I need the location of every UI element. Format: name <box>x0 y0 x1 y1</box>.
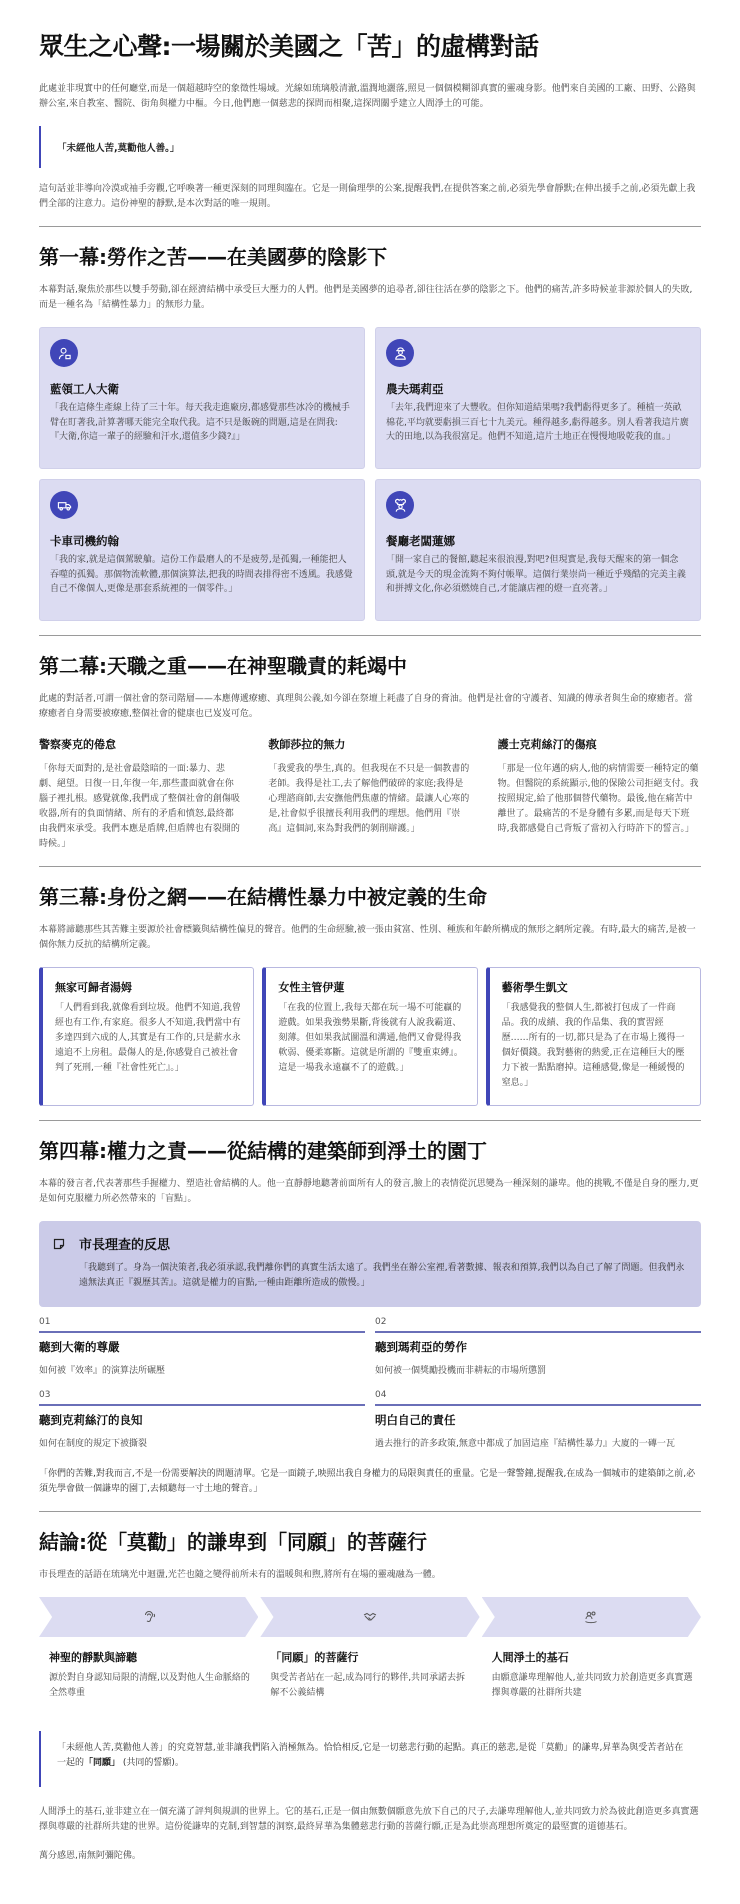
persona-name: 卡車司機約翰 <box>50 534 119 548</box>
persona-quote: 「人們看到我,就像看到垃圾。他們不知道,我曾經也有工作,有家庭。很多人不知道,我們當中有多達四到六成的人,其實是有工作的,只是薪水永遠追不上房租。最傷人的是,你感覺自己被社會判了死刑,一種『社會性死亡』。」 <box>55 1003 241 1073</box>
persona-quote: 「我感覺我的整個人生,都被打包成了一件商品。我的成績、我的作品集、我的實習經歷……所有的一切,都只是為了在市場上獲得一個好價錢。我對藝術的熱愛,正在這種巨大的壓力下被一點點磨掉。這種感覺,像是一種緩慢的窒息。」 <box>501 1003 685 1088</box>
persona-quote: 「去年,我們迎來了大豐收。但你知道結果嗎?我們虧得更多了。種植一英畝棉花,平均就要虧損三百七十九美元。種得越多,虧得越多。別人看著我這片廣大的田地,以為我很富足。他們不知道,這片土地正在慢慢地吸乾我的血。」 <box>386 403 689 442</box>
persona-column <box>498 736 701 852</box>
stage-item <box>39 1597 258 1701</box>
worker-icon <box>50 339 78 367</box>
realization-steps <box>39 1317 701 1449</box>
act3-section <box>39 883 701 1106</box>
signoff: 萬分感恩,南無阿彌陀佛。 <box>39 1851 141 1861</box>
persona-quote: 「你每天面對的,是社會最陰暗的一面:暴力、悲劇、絕望。日復一日,年復一年,那些畫面就會在你腦子裡扎根。感覺就像,我們成了整個社會的創傷吸收器,所有的負面情緒、所有的矛盾和憤怒,最終都由我們來承受。我們本應是盾牌,但盾牌也有裂開的時候。」 <box>39 764 240 849</box>
stage-item <box>482 1597 701 1701</box>
conclusion-quote: 「未經他人苦,莫勸他人善」的究竟智慧,並非讓我們陷入消極無為。恰恰相反,它是一切慈悲行動的起點。真正的慈悲,是從「莫勸」的謙卑,昇華為與受苦者站在一起的「同願」 (共同的誓願)。 <box>57 1743 684 1768</box>
persona-card <box>262 967 477 1106</box>
divider <box>39 1120 701 1121</box>
stage-desc: 由願意謙卑理解他人,並共同致力於創造更多真實選擇與尊嚴的社群所共建 <box>491 1673 693 1698</box>
persona-quote: 「我的家,就是這個駕駛艙。這份工作最磨人的不是疲勞,是孤獨,一種能把人吞噬的孤獨。那個物流軟體,那個演算法,把我的時間表排得密不透風。我感覺自己不像個人,更像是那套系統裡的一個零件。」 <box>50 555 353 594</box>
act4-heading: 第四幕:權力之責——從結構的建築師到淨土的園丁 <box>39 1139 487 1163</box>
persona-quote: 「在我的位置上,我每天都在玩一場不可能贏的遊戲。如果我強勢果斷,背後就有人說我霸道、刻薄。但如果我試圖溫和溝通,他們又會覺得我軟弱、優柔寡斷。這就是所謂的『雙重束縛』。這是一場我永遠贏不了的遊戲。」 <box>278 1003 463 1073</box>
act1-intro: 本幕對話,聚焦於那些以雙手勞動,卻在經濟結構中承受巨大壓力的人們。他們是美國夢的追尋者,卻往往活在夢的陰影之下。他們的痛苦,許多時候並非源於個人的失敗,而是一種名為「結構性暴力」的無形力量。 <box>39 285 693 310</box>
step-item <box>39 1317 365 1376</box>
mayor-header <box>53 1234 687 1253</box>
stage-title: 神聖的靜默與諦聽 <box>49 1651 137 1664</box>
truck-icon <box>50 491 78 519</box>
persona-column <box>268 736 471 852</box>
ear-icon <box>141 1609 157 1625</box>
conclusion-heading: 結論:從「莫勸」的謙卑到「同願」的菩薩行 <box>39 1530 427 1554</box>
divider <box>39 226 701 227</box>
persona-card <box>375 479 701 621</box>
conclusion-paragraph: 人間淨土的基石,並非建立在一個充滿了評判與規訓的世界上。它的基石,正是一個由無數個願意先放下自己的尺子,去謙卑理解他人,並共同致力於為彼此創造更多真實選擇與尊嚴的社群所共建的世界。這份從謙卑的克制,到智慧的洞察,最終昇華為集體慈悲行動的菩薩行願,正是為此崇高理想所奠定的最堅實的道德基石。 <box>39 1807 699 1832</box>
persona-name: 警察麥克的倦怠 <box>39 738 116 751</box>
act1-heading: 第一幕:勞作之苦——在美國夢的陰影下 <box>39 245 387 269</box>
act4-section <box>39 1137 701 1497</box>
act3-card-grid <box>39 967 701 1106</box>
step-title: 明白自己的責任 <box>375 1413 456 1427</box>
persona-name: 農夫瑪莉亞 <box>386 382 444 396</box>
stage-flow <box>39 1597 701 1701</box>
persona-name: 護士克莉絲汀的傷痕 <box>497 738 597 751</box>
community-icon <box>583 1609 599 1625</box>
stage-title: 「同願」的菩薩行 <box>270 1651 359 1664</box>
conclusion-section <box>39 1528 701 1864</box>
stage-desc: 與受苦者站在一起,成為同行的夥伴,共同承諾去拆解不公義結構 <box>270 1673 466 1698</box>
step-title: 聽到瑪莉亞的勞作 <box>375 1340 467 1354</box>
step-desc: 如何在制度的規定下被撕裂 <box>39 1439 148 1449</box>
handshake-icon <box>362 1609 378 1625</box>
step-number: 01 <box>39 1317 365 1333</box>
persona-card <box>39 967 254 1106</box>
persona-quote: 「那是一位年邁的病人,他的病情需要一種特定的藥物。但醫院的系統顯示,他的保險公司拒絕支付。我按照規定,給了他那個替代藥物。最後,他在痛苦中離世了。最痛苦的不是身體有多累,而是每天下班時,我都感覺自己背叛了當初入行時許下的誓言。」 <box>497 764 699 834</box>
stage-title: 人間淨土的基石 <box>491 1651 569 1664</box>
stage-chevron <box>39 1597 258 1637</box>
persona-quote: 「我愛我的學生,真的。但我現在不只是一個教書的老師。我得是社工,去了解他們破碎的家庭;我得是心理諮商師,去安撫他們焦慮的情緒。最讓人心寒的是,社會似乎很擅長利用我們的理想。他們用『崇高』這個詞,來為對我們的剝削辯護。」 <box>268 764 470 834</box>
step-desc: 如何被『效率』的演算法所碾壓 <box>39 1366 166 1376</box>
conclusion-blockquote <box>39 1731 701 1787</box>
divider <box>39 635 701 636</box>
intro-quote: 「未經他人苦,莫勸他人善。」 <box>57 143 180 154</box>
persona-quote: 「我在這條生產線上待了三十年。每天我走進廠房,都感覺那些冰冷的機械手臂在盯著我,計算著哪天能完全取代我。這不只是飯碗的問題,這是在問我:『大衛,你這一輩子的經驗和汗水,還值多少錢?』」 <box>50 403 350 442</box>
step-item <box>375 1317 701 1376</box>
act2-intro: 此處的對話者,可謂一個社會的祭司階層——本應傳遞療癒、真理與公義,如今卻在祭壇上耗盡了自身的膏油。他們是社會的守護者、知識的傳承者與生命的療癒者。當療癒者自身需要被療癒,整個社會的健康也已岌岌可危。 <box>39 694 693 719</box>
act1-card-grid <box>39 327 701 621</box>
step-item <box>39 1390 365 1449</box>
act1-section <box>39 243 701 621</box>
persona-column <box>39 736 242 852</box>
act3-heading: 第三幕:身份之網——在結構性暴力中被定義的生命 <box>39 885 487 909</box>
conclusion-intro: 市長理查的話語在琉璃光中迴盪,光芒也隨之變得前所未有的溫暖與和煦,將所有在場的靈魂融為一體。 <box>39 1570 441 1580</box>
persona-quote: 「開一家自己的餐館,聽起來很浪漫,對吧?但現實是,我每天醒來的第一個念頭,就是今天的現金流夠不夠付帳單。這個行業崇尚一種近乎殘酷的完美主義和拼搏文化,你必須燃燒自己,才能讓店裡的燈一直亮著。」 <box>386 555 686 594</box>
persona-name: 藝術學生凱文 <box>501 981 568 994</box>
divider <box>39 866 701 867</box>
persona-card <box>39 479 365 621</box>
tongyuan-emphasis: 「同願」 <box>84 1758 121 1768</box>
intro-paragraph: 此處並非現實中的任何廳堂,而是一個超越時空的象徵性場域。光線如琉璃般清澈,溫潤地灑落,照見一個個模糊卻真實的靈魂身影。他們來自美國的工廠、田野、公路與辦公室,來自教室、醫院、街角與權力中樞。今日,他們應一個慈悲的探問而相聚,這探問關乎建立人間淨土的可能。 <box>39 84 696 109</box>
step-desc: 過去推行的許多政策,無意中都成了加固這座『結構性暴力』大廈的一磚一瓦 <box>375 1439 675 1449</box>
act2-section <box>39 652 701 852</box>
stage-chevron <box>482 1597 701 1637</box>
persona-card <box>375 327 701 469</box>
step-number: 03 <box>39 1390 365 1406</box>
step-number: 04 <box>375 1390 701 1406</box>
chef-icon <box>386 491 414 519</box>
mayor-closing-quote: 「你們的苦難,對我而言,不是一份需要解決的問題清單。它是一面鏡子,映照出我自身權力的局限與責任的重量。它是一聲警鐘,提醒我,在成為一個城市的建築師之前,必須先學會做一個謙卑的園丁,去傾聽每一寸土地的聲音。」 <box>39 1469 696 1494</box>
divider <box>39 1511 701 1512</box>
stage-item <box>260 1597 479 1701</box>
stage-chevron <box>260 1597 479 1637</box>
mayor-title: 市長理查的反思 <box>79 1238 171 1253</box>
note-icon <box>53 1238 65 1250</box>
act4-intro: 本幕的發言者,代表著那些手握權力、塑造社會結構的人。他一直靜靜地聽著前面所有人的發言,臉上的表情從沉思變為一種深刻的謙卑。他的挑戰,不僅是自身的壓力,更是如何克服權力所必然帶來的「盲點」。 <box>39 1179 699 1204</box>
stage-desc: 源於對自身認知局限的清醒,以及對他人生命脈絡的全然尊重 <box>49 1673 250 1698</box>
mayor-reflection-box <box>39 1221 701 1307</box>
persona-name: 女性主管伊蓮 <box>278 981 345 994</box>
page-title: 眾生之心聲:一場關於美國之「苦」的虛構對話 <box>39 32 539 61</box>
step-title: 聽到大衛的尊嚴 <box>39 1340 120 1354</box>
persona-name: 藍領工人大衛 <box>50 382 119 396</box>
step-item <box>375 1390 701 1449</box>
persona-name: 餐廳老闆蓮娜 <box>386 534 455 548</box>
farmer-icon <box>386 339 414 367</box>
intro-blockquote <box>39 126 701 168</box>
persona-card <box>486 967 701 1106</box>
act2-columns <box>39 736 701 852</box>
persona-card <box>39 327 365 469</box>
step-title: 聽到克莉絲汀的良知 <box>39 1413 143 1427</box>
mayor-quote: 「我聽到了。身為一個決策者,我必須承認,我們離你們的真實生活太遠了。我們坐在辦公室裡,看著數據、報表和預算,我們以為自己了解了問題。但我們永遠無法真正『親歷其苦』。這就是權力的盲點,一種由距離所造成的傲慢。」 <box>79 1263 685 1288</box>
act2-heading: 第二幕:天職之重——在神聖職責的耗竭中 <box>39 654 407 678</box>
act3-intro: 本幕將諦聽那些其苦難主要源於社會標籤與結構性偏見的聲音。他們的生命經驗,被一張由貧富、性別、種族和年齡所構成的無形之網所定義。有時,最大的痛苦,是被一個你無力反抗的結構所定義。 <box>39 925 696 950</box>
step-number: 02 <box>375 1317 701 1333</box>
persona-name: 教師莎拉的無力 <box>268 738 346 751</box>
persona-name: 無家可歸者湯姆 <box>55 981 132 994</box>
step-desc: 如何被一個獎勵投機而非耕耘的市場所懲罰 <box>375 1366 547 1376</box>
intro-paragraph-2: 這句話並非導向冷漠或袖手旁觀,它呼喚著一種更深刻的同理與臨在。它是一則倫理學的公案,提醒我們,在提供答案之前,必須先學會靜默;在伸出援手之前,必須先獻上我們全部的注意力。這份神聖的靜默,是本次對話的唯一規則。 <box>39 184 696 209</box>
